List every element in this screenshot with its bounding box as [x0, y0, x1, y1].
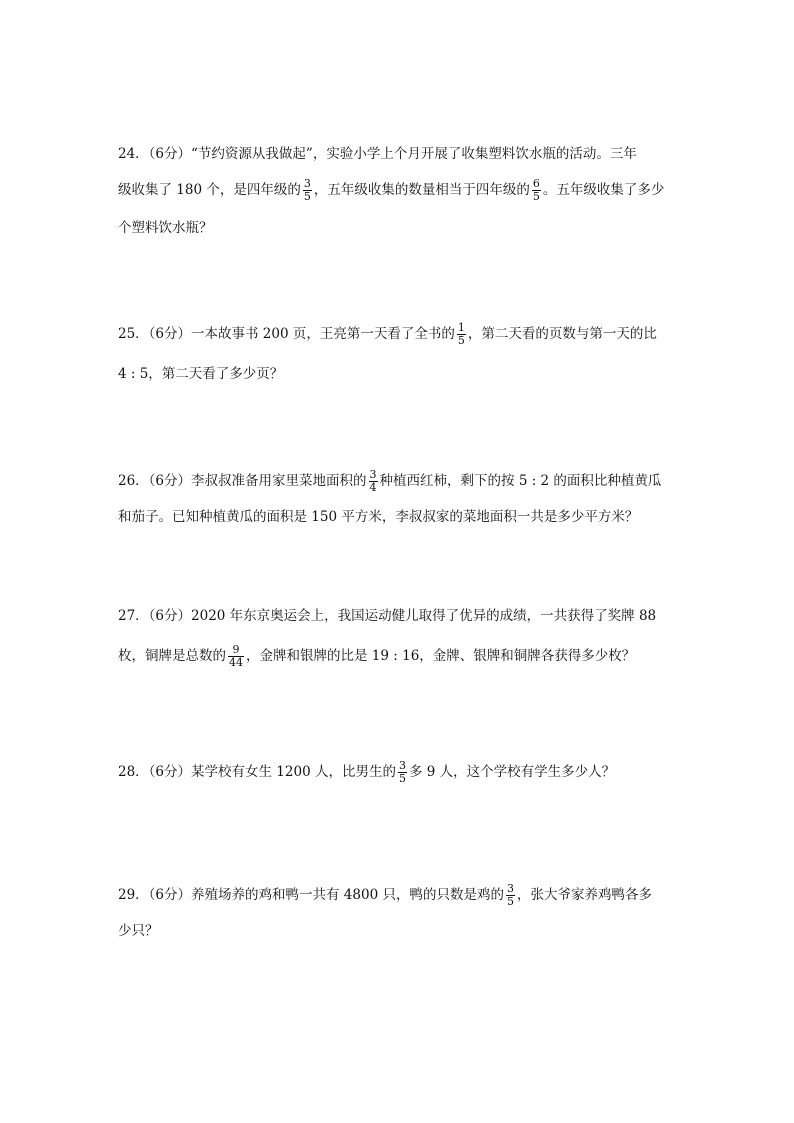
question-text: 26．（6分）李叔叔准备用家里菜地面积的 [118, 473, 367, 489]
question-text: 少只？ [118, 923, 159, 939]
fraction-denominator: 5 [398, 772, 406, 785]
question-line [118, 760, 615, 785]
fraction [369, 469, 378, 494]
question-text: 29．（6分）养殖场养的鸡和鸭一共有 4800 只，鸭的只数是鸡的 [118, 887, 504, 903]
fraction [457, 322, 466, 347]
question-text: ，金牌和银牌的比是 19 : 16，金牌、银牌和铜牌各获得多少枚？ [246, 648, 636, 664]
fraction-numerator: 3 [398, 759, 406, 772]
question-text: 28．（6分）某学校有女生 1200 人，比男生的 [118, 764, 396, 780]
question-line [118, 921, 159, 941]
question-line [118, 644, 635, 669]
question-text: 和茄子。已知种植黄瓜的面积是 150 平方米，李叔叔家的菜地面积一共是多少平方米？ [118, 509, 639, 525]
fraction [303, 178, 312, 203]
question-line [118, 606, 656, 626]
fraction [398, 760, 407, 785]
question-text: 4 : 5，第二天看了多少页？ [118, 366, 284, 382]
question-line [118, 469, 661, 494]
question-text: ，五年级收集的数量相当于四年级的 [313, 182, 530, 198]
question-line [118, 883, 652, 908]
fraction-denominator: 5 [506, 895, 514, 908]
question-line [118, 322, 657, 347]
question-text: ，第二天看的页数与第一天的比 [467, 326, 657, 342]
question-line [118, 364, 283, 384]
fraction [506, 883, 515, 908]
question-line [118, 507, 638, 527]
fraction [228, 644, 244, 669]
fraction-numerator: 3 [369, 468, 377, 481]
question-text: 级收集了 180 个，是四年级的 [118, 182, 301, 198]
fraction-denominator: 5 [457, 334, 465, 347]
fraction-numerator: 6 [532, 177, 540, 190]
question-text: 27．（6分）2020 年东京奥运会上，我国运动健儿取得了优异的成绩，一共获得了奖牌 88 [118, 608, 657, 624]
question-text: 种植西红柿，剩下的按 5 : 2 的面积比种植黄瓜 [379, 473, 662, 489]
fraction-numerator: 1 [457, 321, 465, 334]
question-text: 枚，铜牌是总数的 [118, 648, 226, 664]
question-text: 多 9 人，这个学校有学生多少人？ [408, 764, 616, 780]
fraction [532, 178, 541, 203]
question-line [118, 218, 213, 238]
fraction-denominator: 44 [229, 656, 243, 669]
question-line [118, 144, 637, 164]
question-line [118, 178, 664, 203]
question-text: 25．（6分）一本故事书 200 页，王亮第一天看了全书的 [118, 326, 455, 342]
question-text: ，张大爷家养鸡鸭各多 [516, 887, 652, 903]
fraction-numerator: 3 [303, 177, 311, 190]
fraction-numerator: 9 [228, 644, 244, 657]
fraction-numerator: 3 [506, 882, 514, 895]
question-text: 个塑料饮水瓶？ [118, 220, 213, 236]
question-text: 24．（6分）“节约资源从我做起”，实验小学上个月开展了收集塑料饮水瓶的活动。三年 [118, 146, 637, 162]
fraction-denominator: 5 [532, 190, 540, 203]
question-text: 。五年级收集了多少 [542, 182, 665, 198]
fraction-denominator: 4 [369, 481, 377, 494]
fraction-denominator: 5 [303, 190, 311, 203]
